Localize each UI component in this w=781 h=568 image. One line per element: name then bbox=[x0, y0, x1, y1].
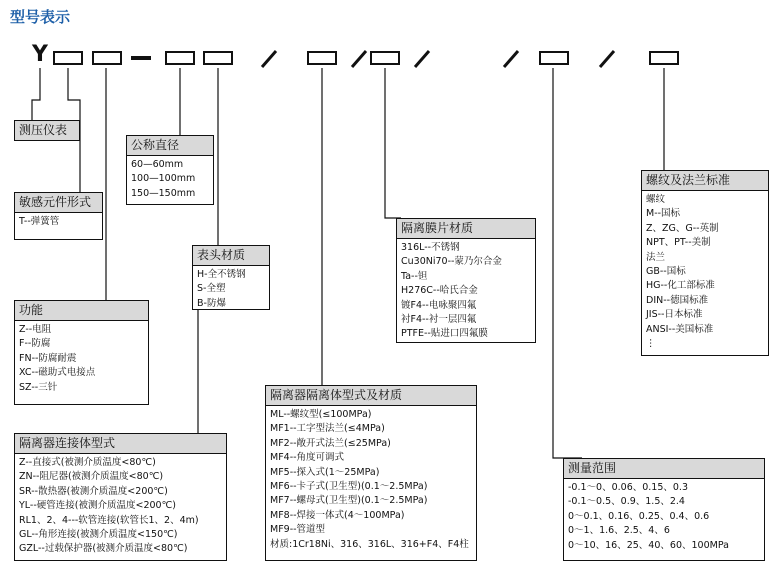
thread-item: Z、ZG、G--英制 bbox=[646, 222, 719, 234]
isolator-item: ML--螺纹型(≤100MPa) bbox=[270, 409, 372, 420]
function-item: F--防腐 bbox=[19, 338, 51, 350]
element-header: 敏感元件形式 bbox=[15, 193, 102, 213]
diaphragm-item: 316L--不锈钢 bbox=[401, 242, 460, 253]
code-dash bbox=[131, 56, 151, 60]
function-item: Z--电阻 bbox=[19, 324, 52, 335]
code-slot-5 bbox=[307, 51, 337, 65]
range-header: 测量范围 bbox=[564, 459, 764, 479]
diaphragm-item: Cu30Ni70--蒙乃尔合金 bbox=[401, 256, 502, 268]
code-slot-7 bbox=[539, 51, 569, 65]
isolator-item: MF4--角度可调式 bbox=[270, 452, 345, 464]
diaphragm-box bbox=[396, 218, 536, 343]
diameter-item: 100—100mm bbox=[131, 173, 196, 185]
code-slot-1 bbox=[53, 51, 83, 65]
range-box bbox=[563, 458, 765, 561]
range-item: -0.1～0.5、0.9、1.5、2.4 bbox=[568, 496, 685, 508]
diaphragm-item: 镀F4--电咏聚四氟 bbox=[401, 299, 477, 311]
connection-box bbox=[14, 433, 227, 561]
case-material-header: 表头材质 bbox=[193, 246, 269, 266]
case-material-box bbox=[192, 245, 270, 310]
thread-item: JIS--日本标准 bbox=[646, 309, 703, 321]
function-item: SZ--三针 bbox=[19, 381, 58, 393]
isolator-header: 隔离器隔离体型式及材质 bbox=[266, 386, 476, 406]
case-material-item: H-全不锈钢 bbox=[197, 269, 246, 280]
connection-item: GZL--过载保护器(被测介质温度<80℃) bbox=[19, 543, 188, 555]
gauge-box bbox=[14, 120, 80, 141]
isolator-box bbox=[265, 385, 477, 561]
case-material-item: B-防爆 bbox=[197, 297, 226, 309]
thread-item: 法兰 bbox=[646, 251, 666, 263]
diaphragm-header: 隔离膜片材质 bbox=[397, 219, 535, 239]
thread-item: 螺纹 bbox=[646, 194, 666, 205]
isolator-item: MF6--卡子式(卫生型)(0.1～2.5MPa) bbox=[270, 481, 428, 493]
code-slot-3 bbox=[165, 51, 195, 65]
connection-item: YL--硬管连接(被测介质温度<200℃) bbox=[19, 500, 176, 512]
thread-item: ⋮ bbox=[646, 338, 656, 350]
code-slot-6 bbox=[370, 51, 400, 65]
case-material-item: S-全塑 bbox=[197, 283, 226, 295]
thread-header: 螺纹及法兰标准 bbox=[642, 171, 768, 191]
connection-item: Z--直接式(被测介质温度<80℃) bbox=[19, 457, 156, 468]
diameter-item: 150—150mm bbox=[131, 187, 196, 199]
function-header: 功能 bbox=[15, 301, 148, 321]
connection-item: GL--角形连接(被测介质温度<150℃) bbox=[19, 529, 178, 541]
gauge-header: 测压仪表 bbox=[15, 121, 79, 140]
element-box bbox=[14, 192, 103, 240]
page-title: 型号表示 bbox=[10, 8, 71, 26]
connection-item: ZN--阻尼器(被测介质温度<80℃) bbox=[19, 471, 164, 483]
diaphragm-item: 衬F4--衬一层四氟 bbox=[401, 314, 477, 326]
range-item: 0～0.1、0.16、0.25、0.4、0.6 bbox=[568, 510, 710, 522]
isolator-item: MF2--敞开式法兰(≤25MPa) bbox=[270, 437, 391, 449]
range-item: -0.1～0、0.06、0.15、0.3 bbox=[568, 482, 688, 493]
thread-item: GB--国标 bbox=[646, 266, 686, 278]
diameter-box bbox=[126, 135, 214, 205]
diameter-header: 公称直径 bbox=[127, 136, 213, 156]
diaphragm-item: PTFE--贴进口四氟膜 bbox=[401, 328, 488, 340]
isolator-item: MF9--管道型 bbox=[270, 524, 326, 536]
connection-item: SR--散热器(被测介质温度<200℃) bbox=[19, 485, 168, 497]
connection-item: RL1、2、4---软管连接(软管长1、2、4m) bbox=[19, 514, 199, 526]
diameter-item: 60—60mm bbox=[131, 159, 184, 170]
isolator-item: 材质:1Cr18Ni、316、316L、316+F4、F4柱 bbox=[270, 538, 469, 550]
function-item: XC--磁助式电接点 bbox=[19, 367, 96, 379]
connection-header: 隔离器连接体型式 bbox=[15, 434, 226, 454]
isolator-item: MF8--焊接一体式(4～100MPa) bbox=[270, 509, 405, 521]
isolator-item: MF5--探入式(1～25MPa) bbox=[270, 466, 380, 478]
code-prefix: Y bbox=[32, 42, 48, 67]
range-item: 0～1、1.6、2.5、4、6 bbox=[568, 525, 670, 537]
range-item: 0～10、16、25、40、60、100MPa bbox=[568, 539, 729, 551]
diaphragm-item: H276C--哈氏合金 bbox=[401, 285, 478, 297]
function-item: FN--防腐耐震 bbox=[19, 352, 77, 364]
code-slot-8 bbox=[649, 51, 679, 65]
thread-item: ANSI--美国标准 bbox=[646, 323, 714, 335]
isolator-item: MF1--工字型法兰(≤4MPa) bbox=[270, 423, 385, 435]
code-slot-2 bbox=[92, 51, 122, 65]
thread-item: NPT、PT--美制 bbox=[646, 237, 711, 249]
diaphragm-item: Ta--钽 bbox=[401, 270, 428, 282]
function-box bbox=[14, 300, 149, 405]
thread-item: DIN--德国标准 bbox=[646, 294, 709, 306]
isolator-item: MF7--螺母式(卫生型)(0.1～2.5MPa) bbox=[270, 495, 428, 507]
thread-item: M--国标 bbox=[646, 208, 681, 220]
thread-item: HG--化工部标准 bbox=[646, 280, 715, 292]
thread-box bbox=[641, 170, 769, 356]
element-item: T--弹簧管 bbox=[19, 216, 60, 227]
code-slot-4 bbox=[203, 51, 233, 65]
